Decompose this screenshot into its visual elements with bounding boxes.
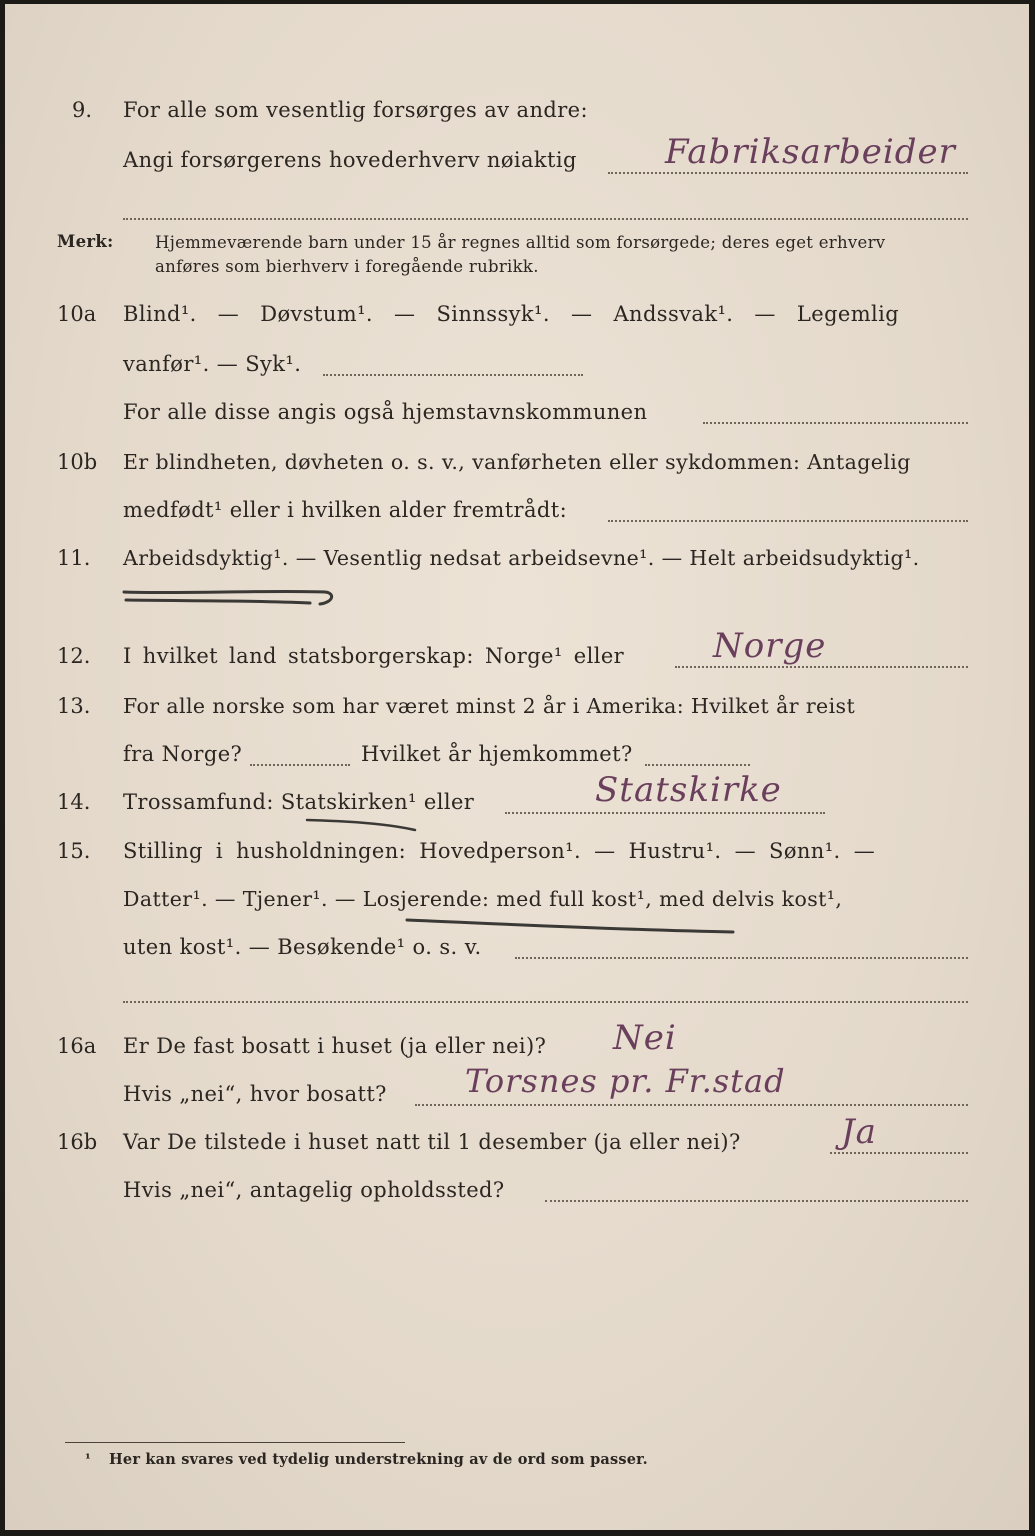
q13-line2b: Hvilket år hjemkommet?: [361, 742, 633, 766]
merk-label: Merk:: [57, 232, 114, 251]
q14-line1: Trossamfund: Statskirken¹ eller: [123, 790, 475, 814]
q15-line3: uten kost¹. — Besøkende¹ o. s. v.: [123, 935, 482, 959]
q13-line2a: fra Norge?: [123, 742, 243, 766]
q14-number: 14.: [57, 790, 91, 814]
q16b-opholdssted-line: [545, 1200, 968, 1202]
q10b-line2: medfødt¹ eller i hvilken alder fremtrådt:: [123, 498, 568, 522]
q10a-number: 10a: [57, 302, 97, 326]
q16b-line1: Var De tilstede i huset natt til 1 desember (ja eller nei)?: [123, 1130, 741, 1154]
q15-line2: Datter¹. — Tjener¹. — Losjerende: med full kost¹, med delvis kost¹,: [123, 887, 843, 911]
q13-number: 13.: [57, 694, 91, 718]
q10a-hjemstavn-line: [703, 422, 968, 424]
q14-pencil-underline: [303, 814, 423, 834]
q16a-line1: Er De fast bosatt i huset (ja eller nei)?: [123, 1034, 547, 1058]
q16b-number: 16b: [57, 1130, 98, 1154]
q16a-handwritten-answer1: Nei: [613, 1018, 677, 1058]
q16a-line2: Hvis „nei“, hvor bosatt?: [123, 1082, 387, 1106]
q13-line1: For alle norske som har været minst 2 år i Amerika: Hvilket år reist: [123, 694, 856, 718]
q15-number: 15.: [57, 839, 91, 863]
q16b-line2: Hvis „nei“, antagelig opholdssted?: [123, 1178, 505, 1202]
q10b-number: 10b: [57, 450, 98, 474]
q9-number: 9.: [72, 98, 93, 122]
q12-number: 12.: [57, 644, 91, 668]
q16a-answer-line: [415, 1104, 968, 1106]
q10a-line3: For alle disse angis også hjemstavnskommunen: [123, 400, 648, 424]
q10b-line1: Er blindheten, døvheten o. s. v., vanførheten eller sykdommen: Antagelig: [123, 450, 911, 474]
q10b-answer-line: [608, 520, 968, 522]
q16a-number: 16a: [57, 1034, 97, 1058]
footnote-text: Her kan svares ved tydelig understrekning av de ord som passer.: [109, 1451, 648, 1468]
census-form-page: [5, 4, 1029, 1530]
q13-hjemkommet-line: [645, 764, 750, 766]
q12-answer-line: [675, 666, 968, 668]
q10a-answer-line: [323, 374, 583, 376]
q9-answer-line: [608, 172, 968, 174]
q9-handwritten-answer: Fabriksarbeider: [665, 132, 956, 172]
q9-extra-line: [123, 218, 968, 220]
q9-line2: Angi forsørgerens hovederhverv nøiaktig: [123, 148, 577, 172]
q16b-answer-line: [830, 1152, 968, 1154]
q9-line1: For alle som vesentlig forsørges av andre:: [123, 98, 588, 122]
q14-answer-line: [505, 812, 825, 814]
q12-handwritten-answer: Norge: [713, 626, 827, 666]
q11-line1: Arbeidsdyktig¹. — Vesentlig nedsat arbeidsevne¹. — Helt arbeidsudyktig¹.: [123, 546, 920, 570]
q10a-line2: vanfør¹. — Syk¹.: [123, 352, 302, 376]
q14-handwritten-answer: Statskirke: [595, 770, 782, 810]
q11-number: 11.: [57, 546, 91, 570]
q16a-handwritten-answer2: Torsnes pr. Fr.stad: [465, 1062, 786, 1100]
q15-answer-line: [515, 957, 968, 959]
merk-line1: Hjemmeværende barn under 15 år regnes alltid som forsørgede; deres eget erhverv: [155, 233, 886, 252]
q11-pencil-underline: [120, 584, 335, 610]
q15-extra-line: [123, 1001, 968, 1003]
merk-line2: anføres som bierhverv i foregående rubrikk.: [155, 257, 539, 276]
q10a-line1: Blind¹. — Døvstum¹. — Sinnssyk¹. — Andssvak¹. — Legemlig: [123, 302, 900, 326]
q16b-handwritten-answer: Ja: [841, 1112, 877, 1152]
footnote-rule: [65, 1442, 405, 1443]
q15-line1: Stilling i husholdningen: Hovedperson¹. — Hustru¹. — Sønn¹. —: [123, 839, 876, 863]
q12-line1: I hvilket land statsborgerskap: Norge¹ eller: [123, 644, 625, 668]
q13-reist-line: [250, 764, 350, 766]
footnote-mark: ¹: [85, 1452, 92, 1467]
